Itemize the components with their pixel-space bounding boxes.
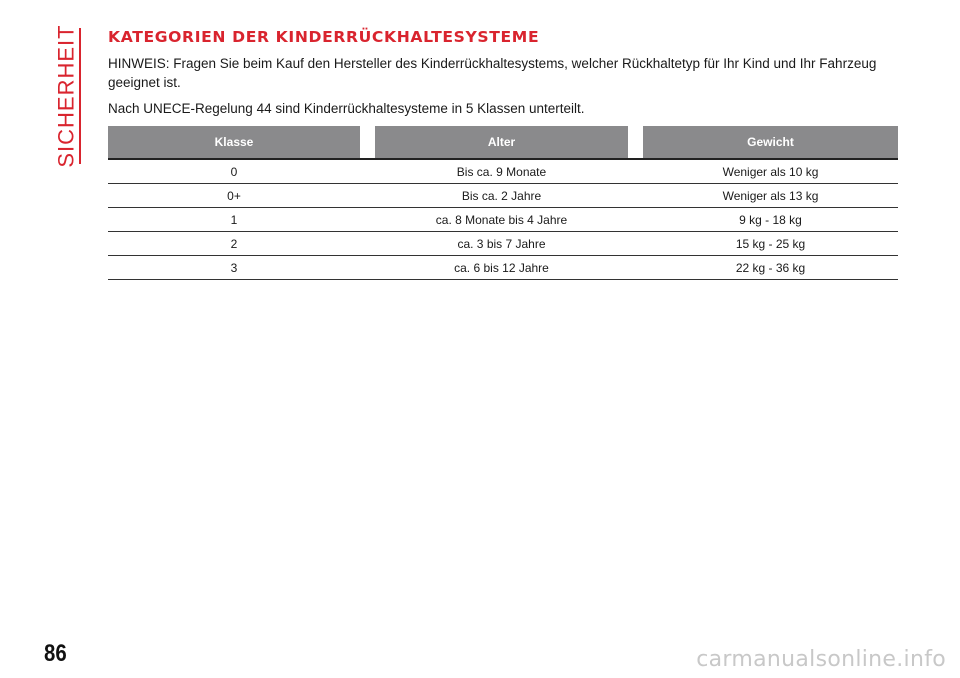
section-title: KATEGORIEN DER KINDERRÜCKHALTESYSTEME	[108, 28, 540, 46]
cell-gewicht: Weniger als 13 kg	[643, 184, 898, 208]
header-klasse: Klasse	[108, 126, 360, 159]
cell-gewicht: Weniger als 10 kg	[643, 159, 898, 184]
table-row	[108, 232, 898, 256]
cell-alter: ca. 8 Monate bis 4 Jahre	[360, 208, 643, 232]
restraint-categories-table	[108, 126, 898, 280]
section-side-tab	[54, 24, 79, 168]
table-row	[108, 184, 898, 208]
header-gap	[628, 126, 643, 159]
header-gewicht: Gewicht	[643, 126, 898, 159]
side-tab-rule	[79, 28, 81, 164]
table-row	[108, 208, 898, 232]
cell-gewicht: 22 kg - 36 kg	[643, 256, 898, 280]
cell-gewicht: 15 kg - 25 kg	[643, 232, 898, 256]
cell-klasse: 3	[108, 256, 360, 280]
cell-klasse: 1	[108, 208, 360, 232]
cell-alter: Bis ca. 9 Monate	[360, 159, 643, 184]
site-watermark: carmanualsonline.info	[696, 647, 946, 672]
cell-alter: ca. 3 bis 7 Jahre	[360, 232, 643, 256]
table-header-row	[108, 126, 898, 159]
intro-paragraph: Nach UNECE-Regelung 44 sind Kinderrückhaltesysteme in 5 Klassen unterteilt.	[108, 101, 585, 116]
table-row	[108, 256, 898, 280]
note-paragraph: HINWEIS: Fragen Sie beim Kauf den Hersteller des Kinderrückhaltesystems, welcher Rückhaltetyp für Ihr Kind und Ihr Fahrzeug geeignet ist.	[108, 56, 877, 90]
cell-alter: Bis ca. 2 Jahre	[360, 184, 643, 208]
header-alter: Alter	[375, 126, 628, 159]
cell-klasse: 0	[108, 159, 360, 184]
cell-klasse: 0+	[108, 184, 360, 208]
cell-gewicht: 9 kg - 18 kg	[643, 208, 898, 232]
header-gap	[360, 126, 375, 159]
table-row	[108, 159, 898, 184]
cell-klasse: 2	[108, 232, 360, 256]
cell-alter: ca. 6 bis 12 Jahre	[360, 256, 643, 280]
section-side-label: SICHERHEIT	[54, 24, 79, 168]
page-number: 86	[44, 640, 67, 667]
main-content	[108, 28, 898, 118]
